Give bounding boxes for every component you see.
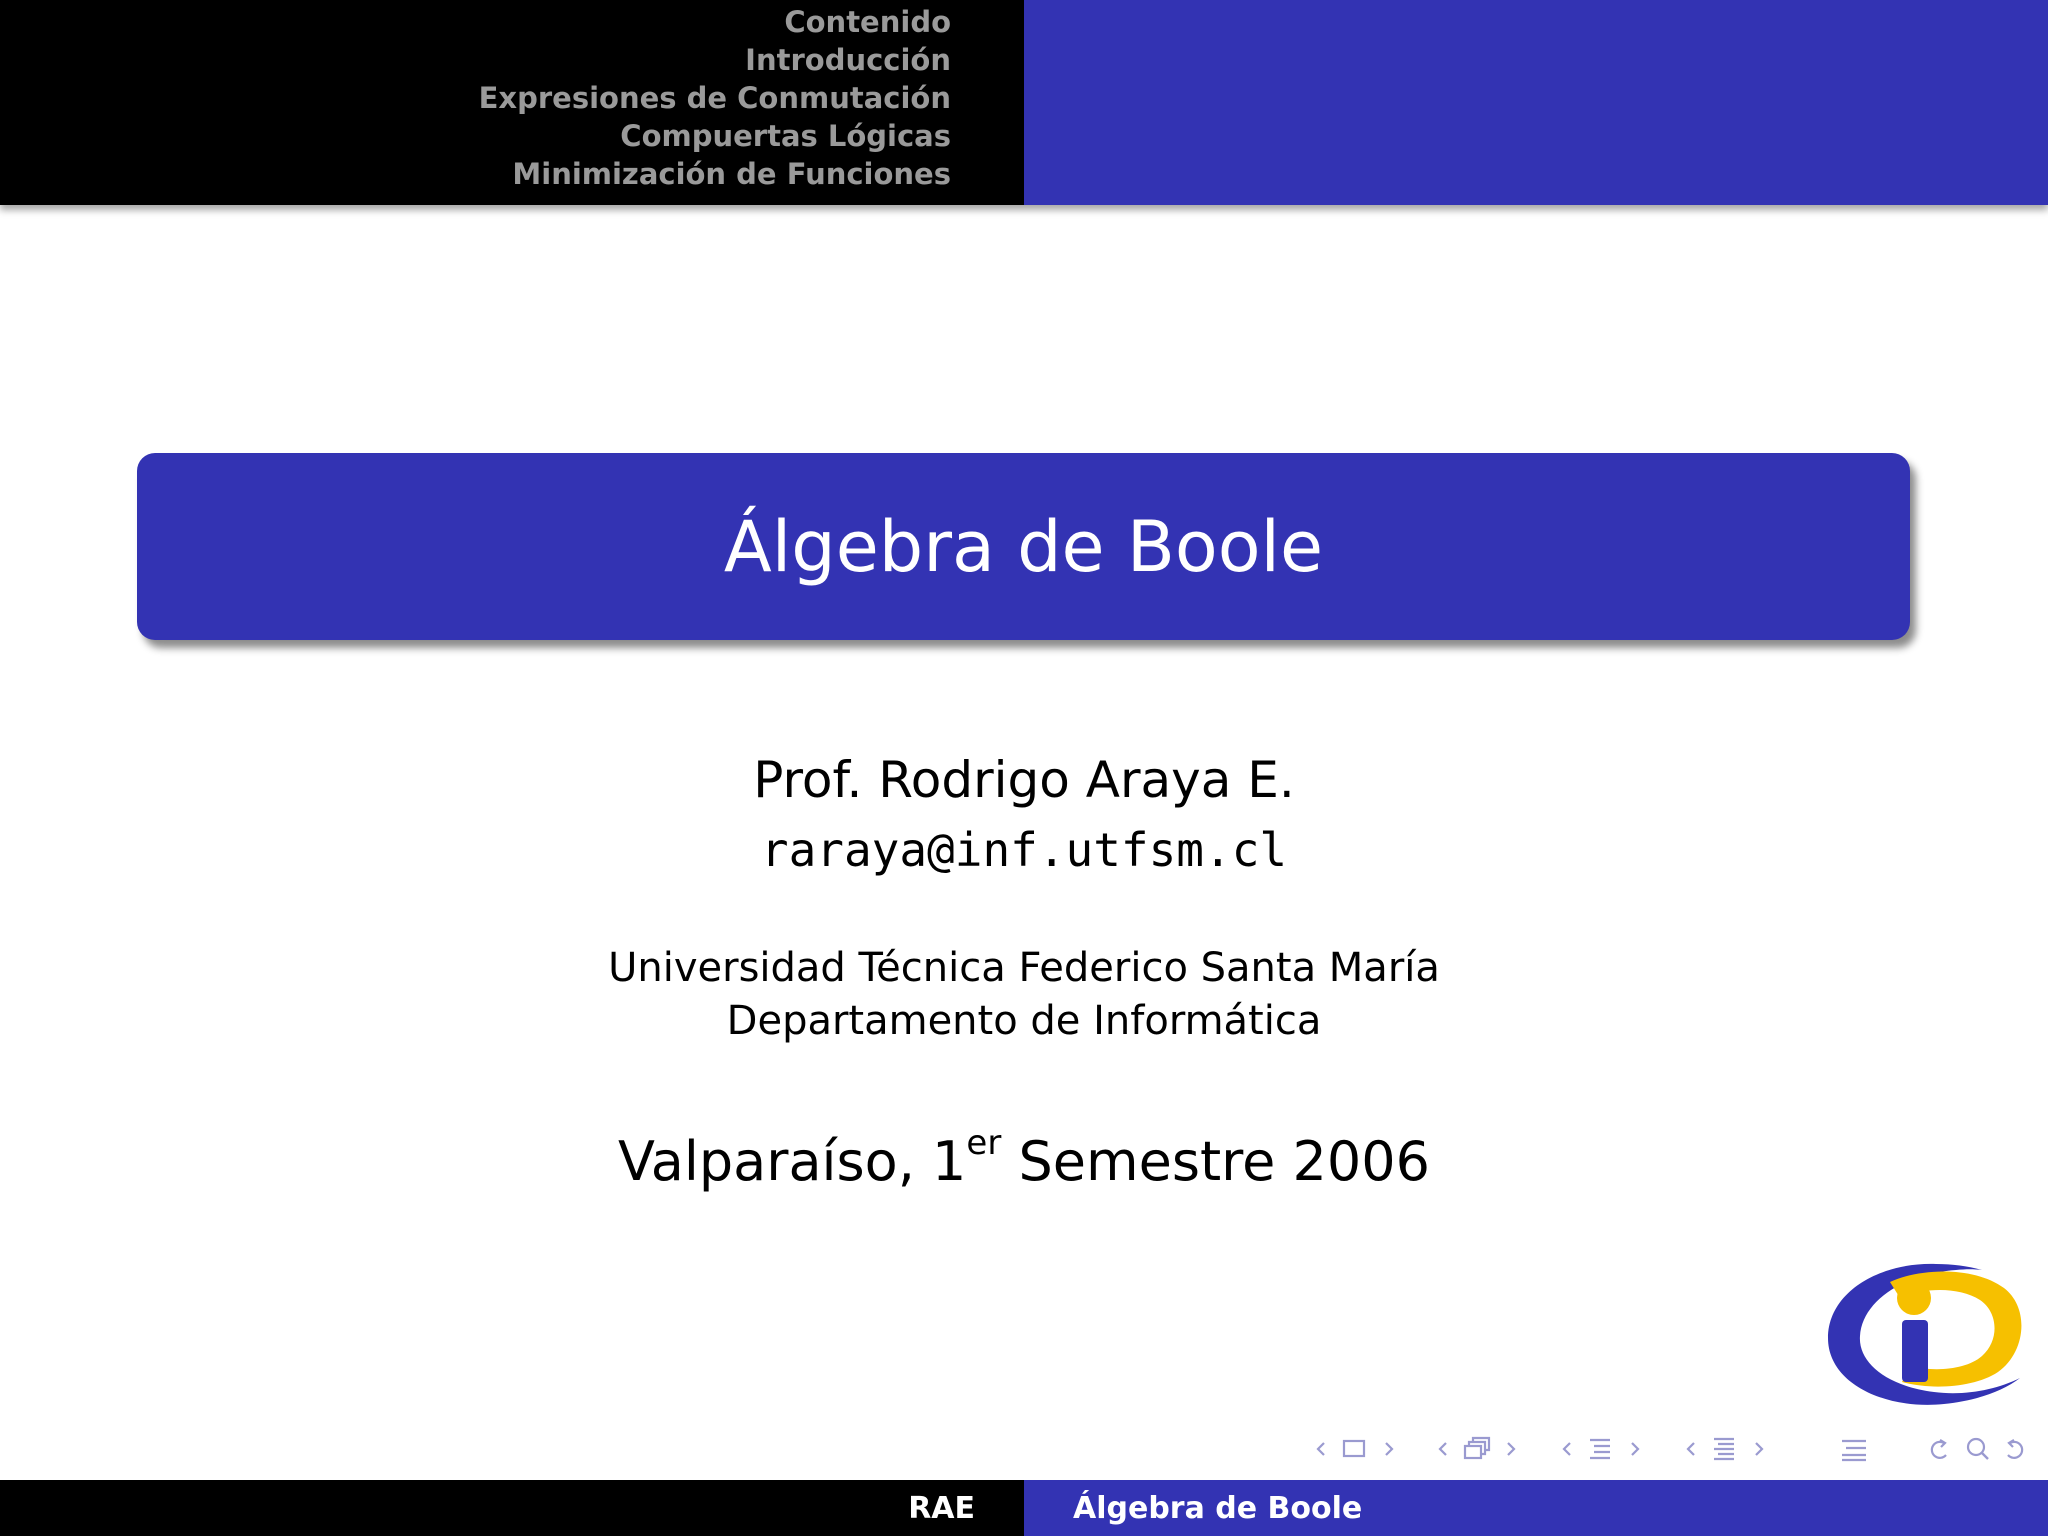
title-box: [137, 453, 1910, 640]
nav-document-icon[interactable]: [1682, 1434, 1772, 1464]
date-superscript: er: [966, 1123, 1002, 1163]
toc-item-compuertas[interactable]: Compuertas Lógicas: [620, 119, 951, 153]
toc-item-expresiones[interactable]: Expresiones de Conmutación: [478, 81, 951, 115]
toc-item-minimizacion[interactable]: Minimización de Funciones: [512, 157, 951, 191]
institute-university: Universidad Técnica Federico Santa María: [608, 945, 1440, 991]
footer-author: RAE: [908, 1490, 975, 1526]
toc-item-contenido[interactable]: Contenido: [784, 5, 951, 39]
inf-utfsm-logo-icon: [1824, 1258, 2024, 1414]
nav-search-icon[interactable]: [1924, 1434, 2024, 1464]
date-prefix: Valparaíso, 1: [618, 1130, 967, 1193]
author-name: Prof. Rodrigo Araya E.: [753, 751, 1295, 809]
presentation-date: [0, 1123, 2048, 1198]
footer-author-panel: [0, 1480, 1024, 1536]
author-email: raraya@inf.utfsm.cl: [760, 823, 1288, 877]
navigation-symbols: [1312, 1434, 2032, 1464]
footer-title: Álgebra de Boole: [1073, 1490, 1363, 1526]
footer-title-panel: [1024, 1480, 2048, 1536]
nav-outline-icon[interactable]: [1834, 1434, 1874, 1464]
toc-item-introduccion[interactable]: Introducción: [745, 43, 951, 77]
nav-subsection-icon[interactable]: [1434, 1434, 1524, 1464]
slide-title: Álgebra de Boole: [723, 505, 1324, 588]
footer-bar: [0, 1480, 2048, 1536]
toc-panel: [0, 0, 1024, 205]
nav-section-icon[interactable]: [1558, 1434, 1648, 1464]
nav-frame-icon[interactable]: [1312, 1434, 1402, 1464]
header-accent-panel: [1024, 0, 2048, 205]
date-suffix: Semestre 2006: [1001, 1130, 1430, 1193]
institute-department: Departamento de Informática: [726, 998, 1322, 1044]
header-bar: [0, 0, 2048, 205]
